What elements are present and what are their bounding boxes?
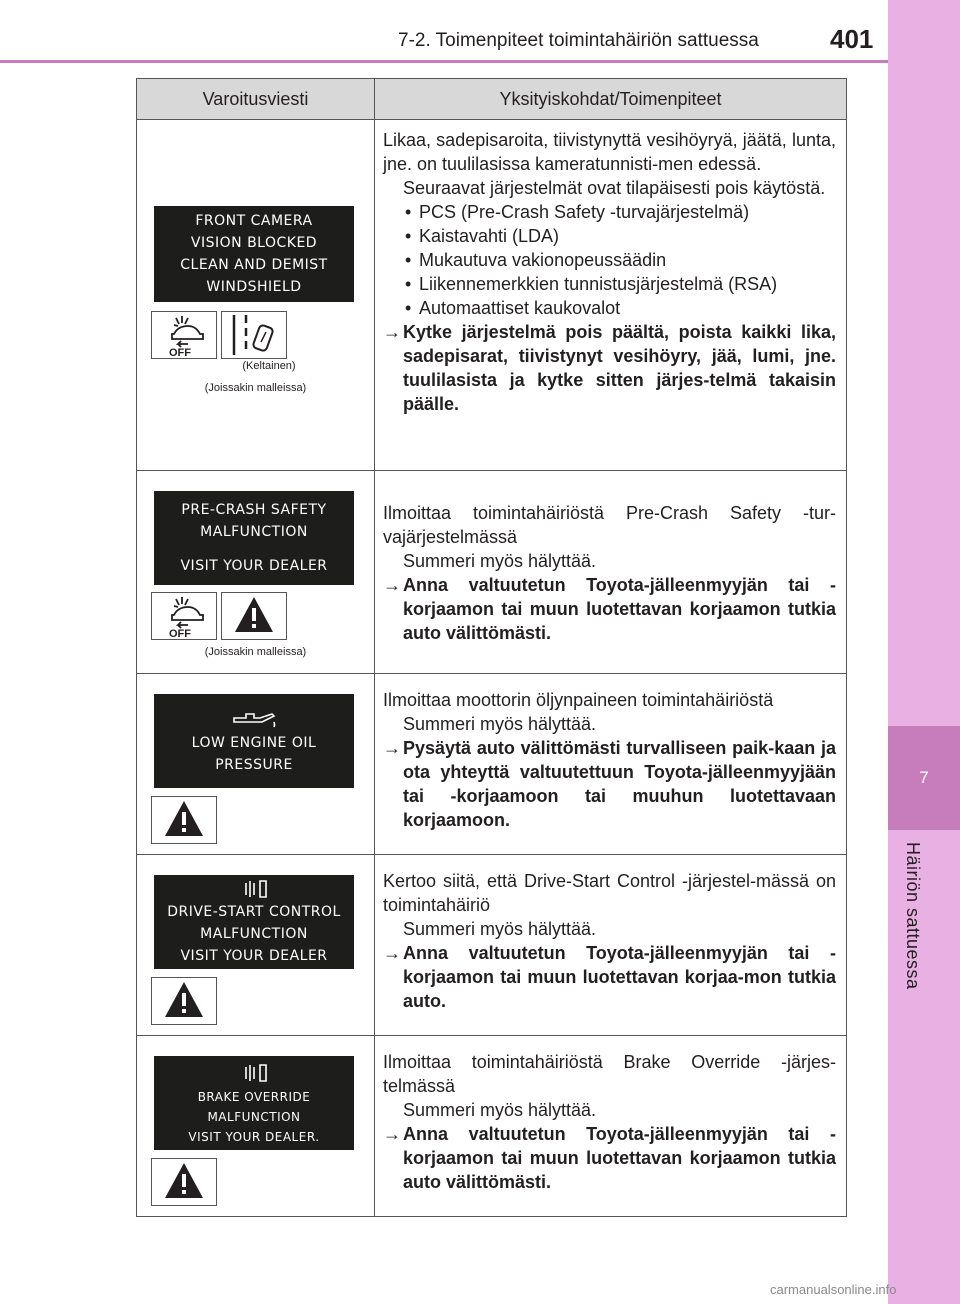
details-intro: Likaa, sadepisaroita, tiivistynyttä vesihöyryä, jäätä, lunta, jne. on tuulilasissa kameratunnisti-men edessä. (383, 130, 836, 174)
display-line: MALFUNCTION (200, 926, 308, 942)
list-item: • Mukautuva vakionopeussäädin (383, 248, 836, 272)
message-cell (137, 674, 375, 855)
display-line: VISIT YOUR DEALER (180, 948, 328, 964)
row-caption: (Joissakin malleissa) (204, 646, 307, 658)
details-note: Summeri myös hälyttää. (403, 1100, 597, 1120)
arrow-icon: → (383, 943, 401, 963)
table-header-row (137, 79, 847, 120)
display-line: CLEAN AND DEMIST (180, 257, 328, 273)
warning-table (136, 78, 847, 1217)
details-cell (375, 674, 847, 855)
details-note: Summeri myös hälyttää. (403, 551, 597, 571)
lane-departure-icon (221, 311, 287, 359)
table-row (137, 674, 847, 855)
col-header-details: Yksityiskohdat/Toimenpiteet (375, 79, 847, 120)
table-row (137, 855, 847, 1036)
list-item: • PCS (Pre-Crash Safety -turvajärjestelmä) (383, 200, 836, 224)
list-item: • Kaistavahti (LDA) (383, 224, 836, 248)
arrow-icon: → (383, 322, 401, 342)
table-row (137, 120, 847, 471)
display-line: PRE-CRASH SAFETY (181, 502, 327, 518)
off-label: OFF (169, 628, 191, 639)
oil-can-icon (154, 706, 354, 732)
message-cell (137, 120, 375, 471)
header-title: 7-2. Toimenpiteet toimintahäiriön sattuessa (398, 30, 759, 51)
icon-caption: (Keltainen) (242, 360, 296, 372)
message-cell (137, 1036, 375, 1217)
arrow-icon: → (383, 738, 401, 758)
details-intro: Ilmoittaa toimintahäiriöstä Pre-Crash Safety -tur-vajärjestelmässä (383, 503, 836, 547)
details-note: Seuraavat järjestelmät ovat tilapäisesti pois käytöstä. (403, 178, 826, 198)
row-caption: (Joissakin malleissa) (204, 382, 307, 394)
display-line: FRONT CAMERA (195, 213, 313, 229)
message-cell (137, 471, 375, 674)
display-line: VISION BLOCKED (190, 235, 318, 251)
chapter-number: 7 (919, 768, 929, 787)
warning-display (154, 206, 354, 302)
watermark: carmanualsonline.info (770, 1282, 897, 1297)
warning-display (154, 694, 354, 788)
message-cell (137, 855, 375, 1036)
off-label: OFF (169, 347, 191, 358)
table-row (137, 1036, 847, 1217)
display-line: VISIT YOUR DEALER. (188, 1130, 320, 1144)
display-line: MALFUNCTION (200, 524, 308, 540)
details-note: Summeri myös hälyttää. (403, 714, 597, 734)
pcs-off-icon (151, 592, 217, 640)
warning-display (154, 1056, 354, 1150)
details-cell (375, 1036, 847, 1217)
display-line: LOW ENGINE OIL (191, 735, 317, 751)
warning-triangle-icon (151, 1158, 217, 1206)
details-cell (375, 855, 847, 1036)
details-action: → Pysäytä auto välittömästi turvalliseen paik-kaan ja ota yhteyttä valtuutettuun Toyota-jälleenmyyjään tai -korjaamoon tai muuhun luotettavaan korjaamoon. (383, 738, 836, 830)
display-line: BRAKE OVERRIDE MALFUNCTION (197, 1090, 311, 1124)
col-header-message: Varoitusviesti (137, 79, 375, 120)
details-note: Summeri myös hälyttää. (403, 919, 597, 939)
warning-display (154, 491, 354, 585)
display-line: VISIT YOUR DEALER (180, 558, 328, 574)
details-action: → Kytke järjestelmä pois päältä, poista kaikki lika, sadepisarat, tiivistynyt vesihöyry, jää, lumi, jne. tuulilasista ja kytke sitten järjes-telmä takaisin päälle. (383, 322, 836, 414)
chapter-label: Häiriön sattuessa (903, 842, 923, 990)
display-line: DRIVE-START CONTROL (167, 904, 341, 920)
arrow-icon: → (383, 1124, 401, 1144)
side-tab (888, 0, 960, 1304)
details-cell (375, 120, 847, 471)
details-intro: Ilmoittaa moottorin öljynpaineen toimintahäiriöstä (383, 690, 774, 710)
list-item: • Automaattiset kaukovalot (383, 296, 836, 320)
pcs-off-icon (151, 311, 217, 359)
warning-display (154, 875, 354, 969)
details-action: → Anna valtuutetun Toyota-jälleenmyyjän tai -korjaamon tai muun luotettavan korjaamon tutkia auto välittömästi. (383, 1124, 836, 1192)
list-item: • Liikennemerkkien tunnistusjärjestelmä (RSA) (383, 272, 836, 296)
warning-triangle-icon (151, 977, 217, 1025)
table-row (137, 471, 847, 674)
warning-triangle-icon (221, 592, 287, 640)
header-rule (0, 60, 888, 63)
details-action: → Anna valtuutetun Toyota-jälleenmyyjän tai -korjaamon tai muun luotettavan korjaamon tutkia auto välittömästi. (383, 575, 836, 643)
page-number: 401 (830, 24, 874, 54)
display-line: WINDSHIELD (206, 279, 302, 295)
drive-start-icon (154, 877, 354, 901)
brake-override-icon (154, 1059, 354, 1087)
arrow-icon: → (383, 575, 401, 595)
warning-triangle-icon (151, 796, 217, 844)
details-intro: Ilmoittaa toimintahäiriöstä Brake Override -järjes-telmässä (383, 1052, 836, 1096)
details-intro: Kertoo siitä, että Drive-Start Control -järjestel-mässä on toimintahäiriö (383, 871, 836, 915)
display-line: PRESSURE (215, 757, 293, 773)
display-line (154, 543, 354, 555)
details-action: → Anna valtuutetun Toyota-jälleenmyyjän tai -korjaamon tai muun luotettavan korjaa-mon tutkia auto. (383, 943, 836, 1011)
details-cell (375, 471, 847, 674)
